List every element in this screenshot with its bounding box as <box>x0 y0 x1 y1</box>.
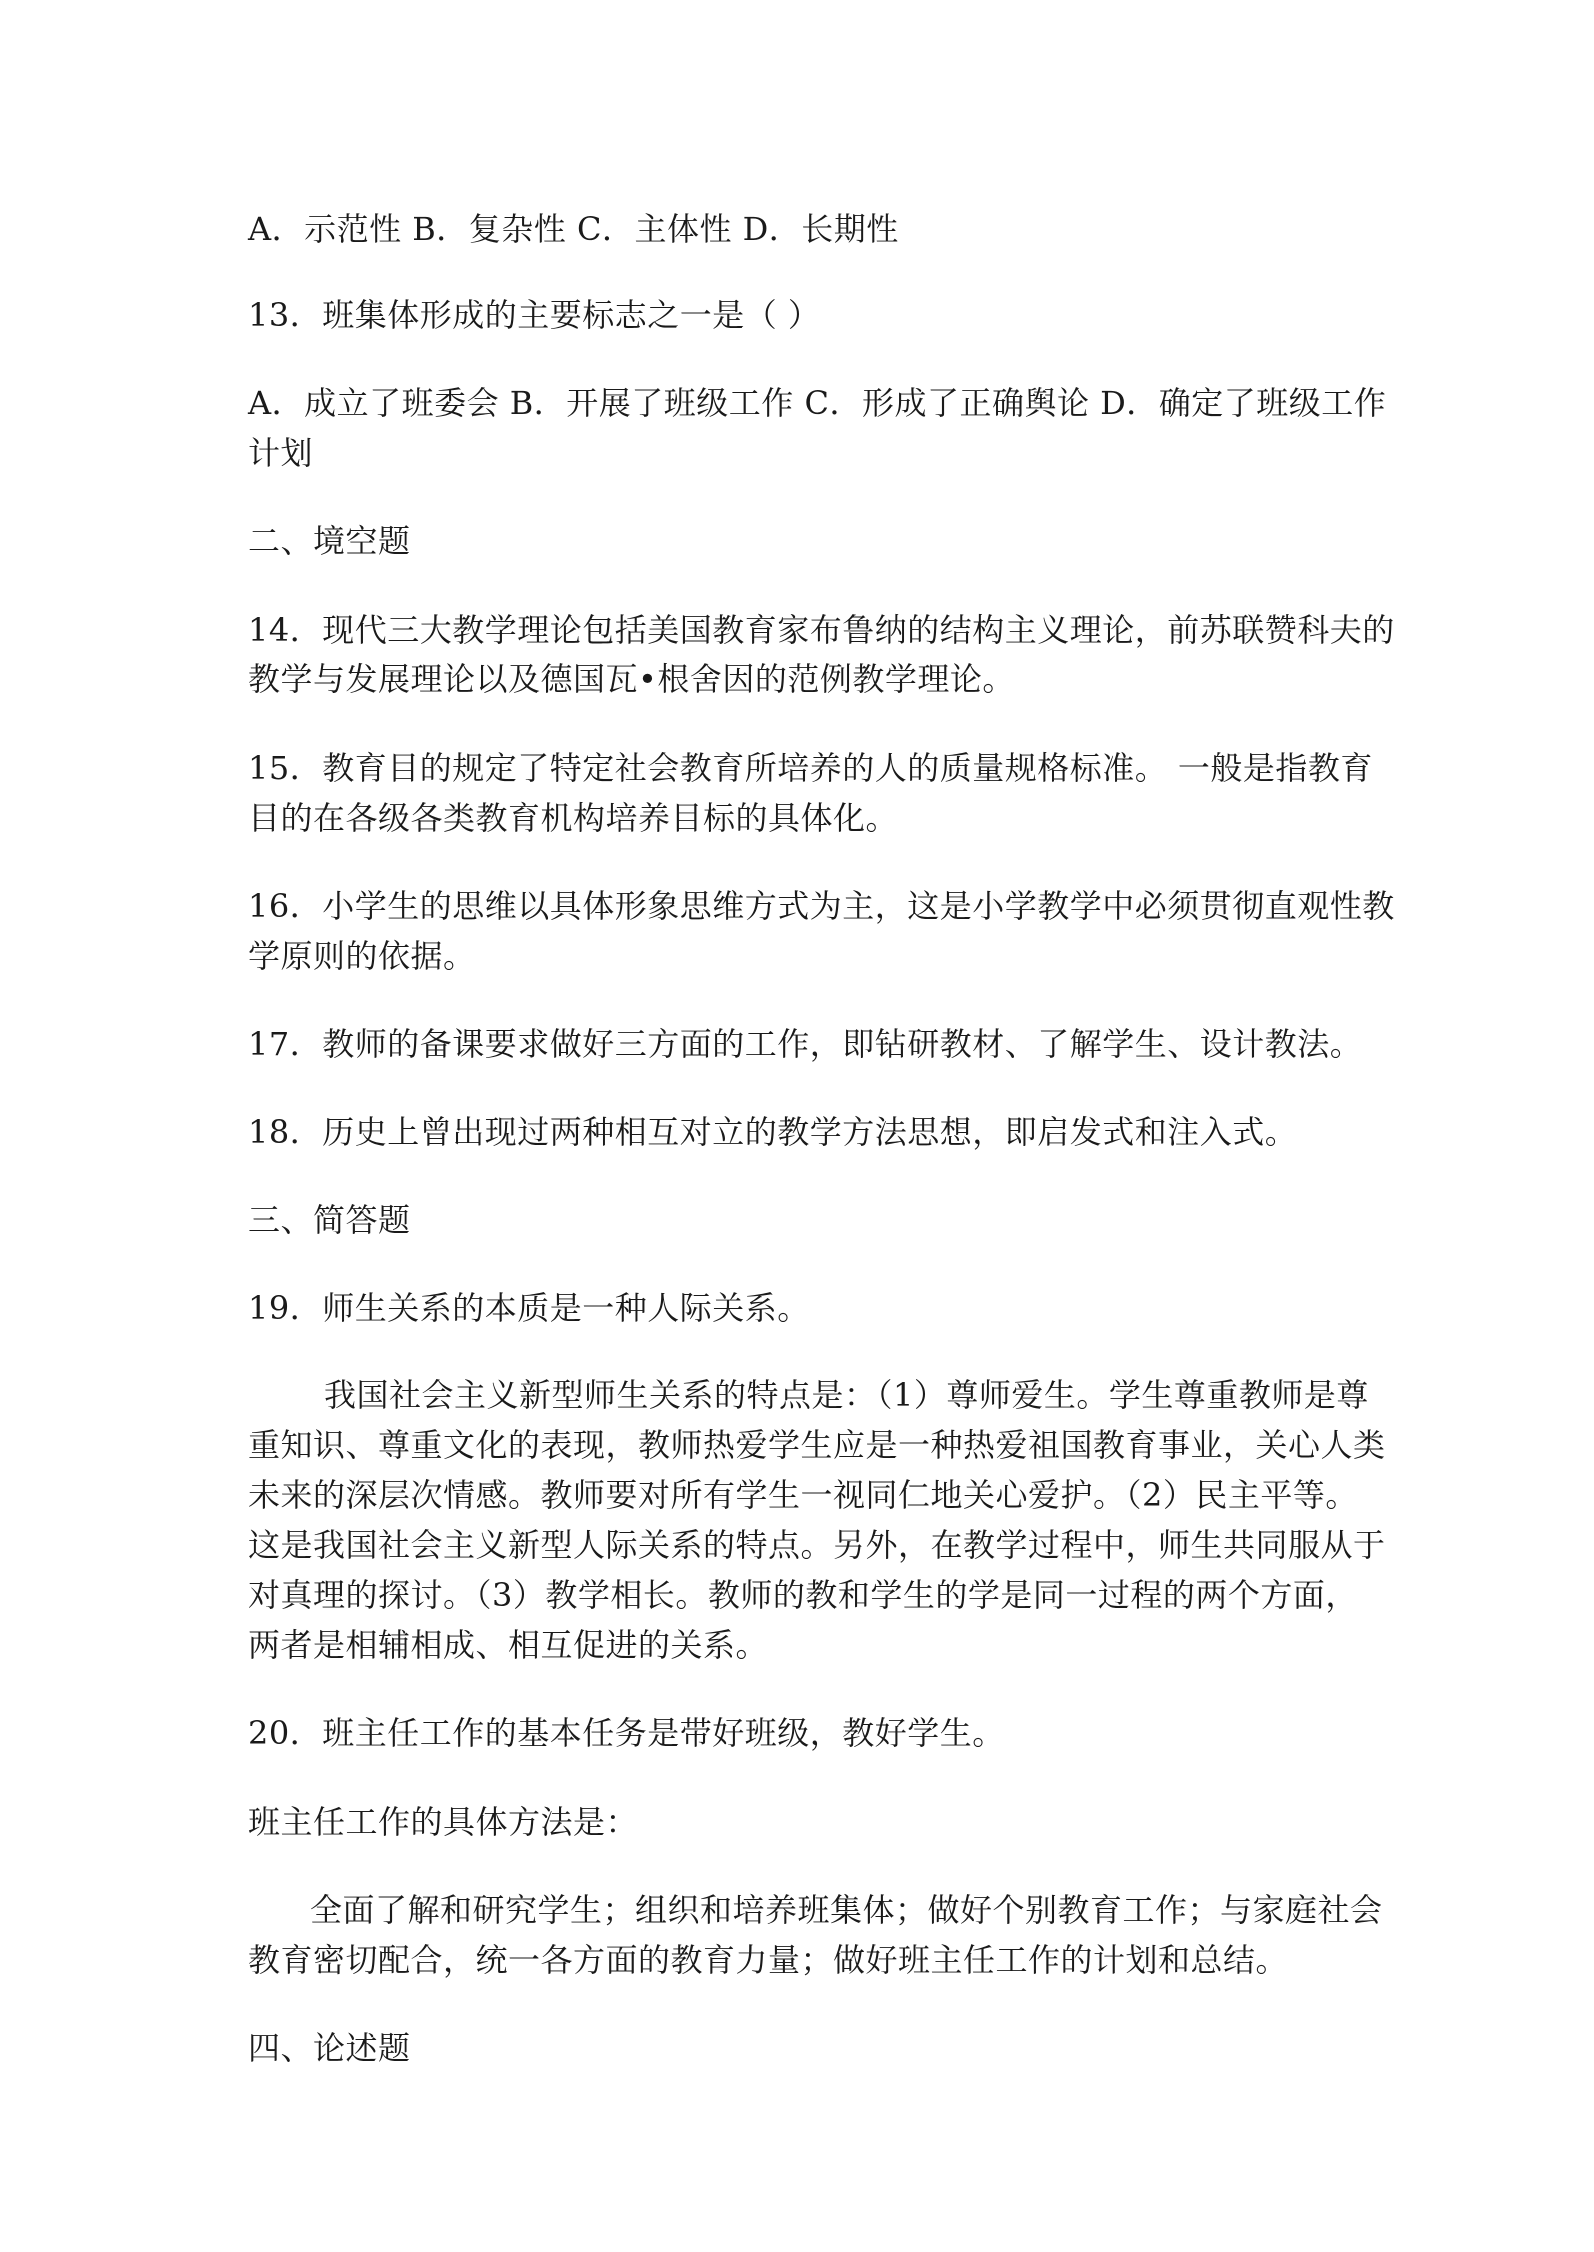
options-line-12: A．示范性 B．复杂性 C．主体性 D．长期性 <box>248 210 899 248</box>
answer-19-para-line-3: 未来的深层次情感。教师要对所有学生一视同仁地关心爱护。（2）民主平等。 <box>248 1476 1358 1514</box>
section-heading-short-answer: 三、简答题 <box>248 1201 411 1239</box>
answer-14-line-1: 14．现代三大教学理论包括美国教育家布鲁纳的结构主义理论，前苏联赞科夫的 <box>248 611 1395 649</box>
question-13: 13．班集体形成的主要标志之一是（ ） <box>248 296 821 334</box>
answer-20-heading: 20．班主任工作的基本任务是带好班级，教好学生。 <box>248 1714 1005 1752</box>
answer-18: 18．历史上曾出现过两种相互对立的教学方法思想，即启发式和注入式。 <box>248 1113 1298 1151</box>
answer-19-heading: 19．师生关系的本质是一种人际关系。 <box>248 1289 810 1327</box>
answer-14-line-2: 教学与发展理论以及德国瓦•根舍因的范例教学理论。 <box>248 660 1015 698</box>
answer-15-line-2: 目的在各级各类教育机构培养目标的具体化。 <box>248 799 899 837</box>
section-heading-fill-blank: 二、境空题 <box>248 522 411 560</box>
answer-20-methods-label: 班主任工作的具体方法是： <box>248 1803 639 1841</box>
answer-20-para-line-1: 全面了解和研究学生；组织和培养班集体；做好个别教育工作；与家庭社会 <box>310 1891 1383 1929</box>
options-line-13-cont: 计划 <box>248 434 314 472</box>
answer-20-para-line-2: 教育密切配合，统一各方面的教育力量；做好班主任工作的计划和总结。 <box>248 1941 1289 1979</box>
answer-19-para-line-6: 两者是相辅相成、相互促进的关系。 <box>248 1626 769 1664</box>
options-line-13: A．成立了班委会 B．开展了班级工作 C．形成了正确舆论 D．确定了班级工作 <box>248 384 1387 422</box>
answer-17: 17．教师的备课要求做好三方面的工作，即钻研教材、了解学生、设计教法。 <box>248 1025 1363 1063</box>
answer-16-line-2: 学原则的依据。 <box>248 937 476 975</box>
answer-19-para-line-1: 我国社会主义新型师生关系的特点是：（1）尊师爱生。学生尊重教师是尊 <box>324 1376 1369 1414</box>
answer-16-line-1: 16．小学生的思维以具体形象思维方式为主，这是小学教学中必须贯彻直观性教 <box>248 887 1395 925</box>
answer-15-line-1: 15．教育目的规定了特定社会教育所培养的人的质量规格标准。 一般是指教育 <box>248 749 1373 787</box>
answer-19-para-line-2: 重知识、尊重文化的表现，教师热爱学生应是一种热爱祖国教育事业，关心人类 <box>248 1426 1386 1464</box>
answer-19-para-line-4: 这是我国社会主义新型人际关系的特点。另外，在教学过程中，师生共同服从于 <box>248 1526 1386 1564</box>
section-heading-essay: 四、论述题 <box>248 2029 411 2067</box>
answer-19-para-line-5: 对真理的探讨。（3）教学相长。教师的教和学生的学是同一过程的两个方面， <box>248 1576 1358 1614</box>
